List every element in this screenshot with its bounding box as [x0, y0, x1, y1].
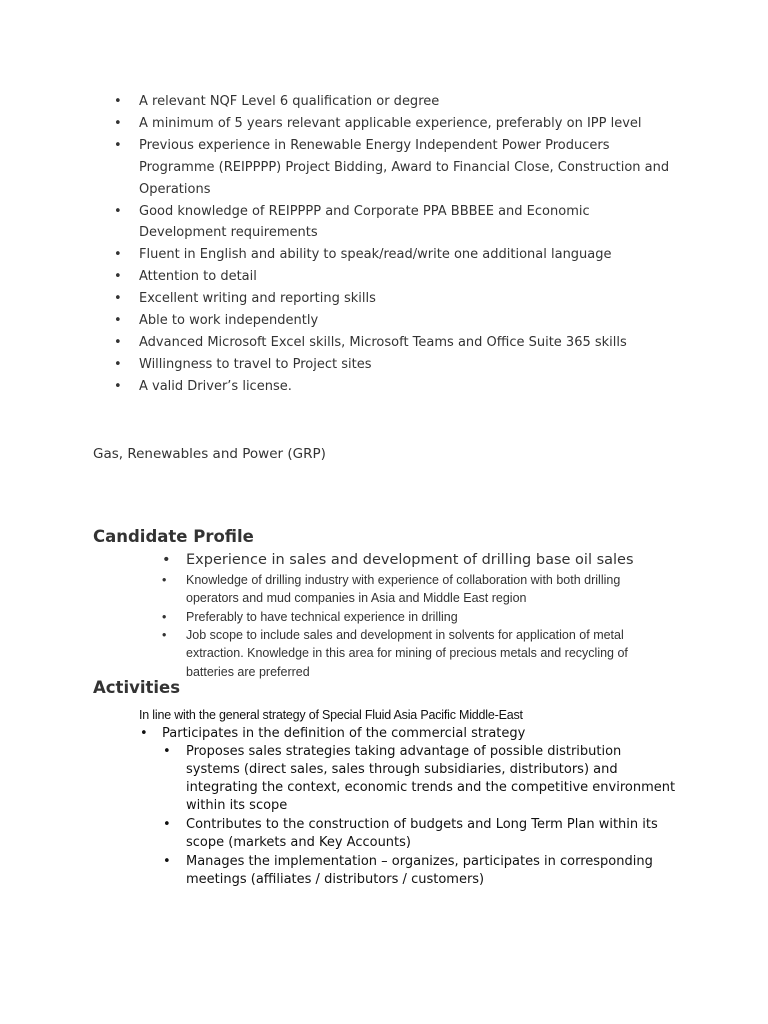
requirement-item: • Advanced Microsoft Excel skills, Microsoft Teams and Office Suite 365 skills	[139, 332, 679, 354]
requirement-item: • Able to work independently	[139, 310, 679, 332]
requirement-item: • Attention to detail	[139, 266, 679, 288]
requirement-item: • Good knowledge of REIPPPP and Corporate PPA BBBEE and Economic Development requirements	[139, 201, 679, 245]
requirement-item: • A valid Driver’s license.	[139, 376, 679, 398]
requirement-item: • A minimum of 5 years relevant applicable experience, preferably on IPP level	[139, 113, 679, 135]
requirement-item: • A relevant NQF Level 6 qualification or degree	[139, 91, 679, 113]
profile-item: • Preferably to have technical experience in drilling	[186, 608, 656, 626]
activities-heading: Activities	[93, 678, 181, 697]
activities-list	[162, 725, 682, 890]
activity-sub-list	[186, 743, 676, 889]
section-label: Gas, Renewables and Power (GRP)	[93, 446, 326, 462]
profile-item: • Experience in sales and development of drilling base oil sales	[186, 550, 656, 571]
activity-item-label: Participates in the definition of the commercial strategy	[162, 726, 526, 741]
requirement-item: • Excellent writing and reporting skills	[139, 288, 679, 310]
requirement-item: • Previous experience in Renewable Energy Independent Power Producers Programme (REIPPPP) Project Bidding, Award to Financial Close, Construction and Operations	[139, 135, 679, 201]
profile-item: • Job scope to include sales and development in solvents for application of metal extraction. Knowledge in this area for mining of precious metals and recycling of batteries are preferred	[186, 626, 656, 681]
candidate-profile-heading: Candidate Profile	[93, 527, 254, 546]
activity-item	[162, 725, 682, 889]
requirements-list	[139, 91, 679, 398]
candidate-profile-list	[186, 550, 656, 681]
activity-sub-item: • Proposes sales strategies taking advantage of possible distribution systems (direct sales, sales through subsidiaries, distributors) and integrating the context, economic trends and the competitive environment within its scope	[186, 743, 676, 815]
profile-item: • Knowledge of drilling industry with experience of collaboration with both drilling operators and mud companies in Asia and Middle East region	[186, 571, 656, 607]
requirement-item: • Willingness to travel to Project sites	[139, 354, 679, 376]
activity-sub-item: • Contributes to the construction of budgets and Long Term Plan within its scope (markets and Key Accounts)	[186, 816, 676, 852]
requirement-item: • Fluent in English and ability to speak/read/write one additional language	[139, 244, 679, 266]
activities-intro: In line with the general strategy of Special Fluid Asia Pacific Middle-East	[139, 708, 523, 722]
activity-sub-item: • Manages the implementation – organizes, participates in corresponding meetings (affiliates / distributors / customers)	[186, 853, 676, 889]
